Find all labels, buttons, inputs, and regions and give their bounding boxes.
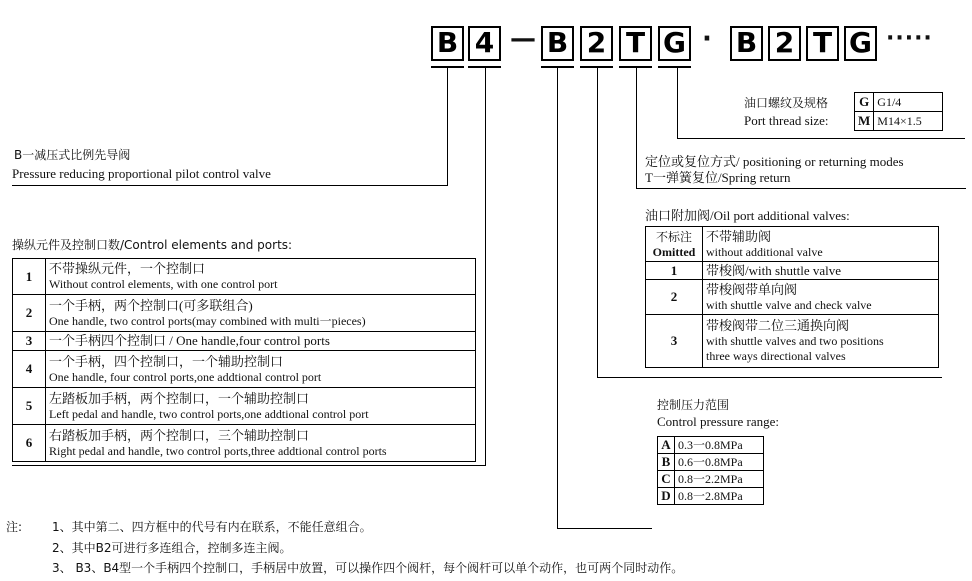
leader-b-horizontal xyxy=(12,185,448,186)
pressure-table xyxy=(657,436,764,505)
oil-port-cn: 带梭阀带单向阀 xyxy=(706,281,798,297)
leader-g-horizontal xyxy=(677,138,965,139)
control-row xyxy=(13,332,476,351)
oil-port-en2: three ways directional valves xyxy=(706,349,846,363)
oil-port-row xyxy=(646,262,939,280)
notes-label: 注: xyxy=(6,520,23,534)
pressure-row xyxy=(658,437,764,454)
code-box-2: 4 xyxy=(468,26,501,61)
oil-port-code2: Omitted xyxy=(652,244,696,259)
pressure-code: B xyxy=(658,454,675,471)
thread-cn: 油口螺纹及规格 xyxy=(744,96,829,110)
code-box-4: 2 xyxy=(580,26,613,61)
oil-port-row xyxy=(646,315,939,368)
oil-port-code: 2 xyxy=(646,280,703,315)
code-box-10: G xyxy=(844,26,877,61)
control-en: Left pedal and handle, two control ports,one addtional control port xyxy=(49,406,369,421)
oil-port-en: with shuttle valve and check valve xyxy=(706,297,872,312)
pressure-row xyxy=(658,454,764,471)
leader-4-vertical xyxy=(485,67,486,466)
thread-table xyxy=(854,92,943,131)
underline-g xyxy=(658,66,691,68)
control-en: Right pedal and handle, two control ports,three addtional control ports xyxy=(49,443,387,458)
leader-b-vertical xyxy=(447,67,448,185)
control-row xyxy=(13,425,476,462)
thread-row xyxy=(855,112,943,131)
code-ellipsis: ····· xyxy=(886,26,933,51)
code-box-7: B xyxy=(730,26,763,61)
leader-b2-vertical xyxy=(557,67,558,529)
code-box-6: G xyxy=(658,26,691,61)
oil-port-row xyxy=(646,227,939,262)
control-num: 3 xyxy=(13,332,46,351)
oil-port-code: 不标注 xyxy=(655,229,692,244)
thread-row xyxy=(855,93,943,112)
b-label-cn: B一减压式比例先导阀 xyxy=(14,148,131,162)
pressure-code: D xyxy=(658,488,675,505)
leader-2-vertical xyxy=(597,67,598,377)
control-cn: 不带操纵元件，一个控制口 xyxy=(49,261,206,276)
oil-port-row xyxy=(646,280,939,315)
oil-port-code: 1 xyxy=(646,262,703,280)
thread-code: M xyxy=(855,112,874,131)
pressure-code: A xyxy=(658,437,675,454)
control-cn: 左踏板加手柄，两个控制口，一个辅助控制口 xyxy=(49,390,310,406)
control-title: 操纵元件及控制口数/Control elements and ports: xyxy=(12,238,293,252)
leader-4-horizontal xyxy=(12,465,486,466)
oil-port-en: without additional valve xyxy=(706,244,823,259)
code-box-5: T xyxy=(619,26,652,61)
positioning-line2: T一弹簧复位/Spring return xyxy=(645,170,791,185)
control-cn: 一个手柄，两个控制口(可多联组合) xyxy=(49,297,253,313)
control-num: 5 xyxy=(13,388,46,425)
code-box-1: B xyxy=(431,26,464,61)
oil-port-title: 油口附加阀/Oil port additional valves: xyxy=(645,208,850,223)
control-cn: 一个手柄四个控制口 / One handle,four control ports xyxy=(49,333,330,348)
control-en: One handle, four control ports,one addtional control port xyxy=(49,369,322,384)
control-row xyxy=(13,351,476,388)
thread-value: G1/4 xyxy=(874,93,943,112)
thread-code: G xyxy=(855,93,874,112)
code-dot: · xyxy=(702,24,712,54)
positioning-line1: 定位或复位方式/ positioning or returning modes xyxy=(645,154,904,169)
pressure-value: 0.6一0.8MPa xyxy=(675,454,764,471)
oil-port-table xyxy=(645,226,939,368)
pressure-en: Control pressure range: xyxy=(657,414,780,429)
code-dash: — xyxy=(510,24,536,54)
control-en: Without control elements, with one control port xyxy=(49,277,278,291)
control-num: 4 xyxy=(13,351,46,388)
code-box-9: T xyxy=(806,26,839,61)
thread-en: Port thread size: xyxy=(744,113,829,128)
control-row xyxy=(13,388,476,425)
pressure-value: 0.3一0.8MPa xyxy=(675,437,764,454)
code-box-8: 2 xyxy=(768,26,801,61)
pressure-cn: 控制压力范围 xyxy=(657,398,730,412)
note-item-3: 3、 B3、B4型一个手柄四个控制口，手柄居中放置，可以操作四个阀杆，每个阀杆可以单个动作，也可两个同时动作。 xyxy=(52,561,684,575)
control-num: 2 xyxy=(13,295,46,332)
control-table xyxy=(12,258,476,462)
oil-port-cn: 带梭阀/with shuttle valve xyxy=(706,262,842,278)
leader-b2-horizontal xyxy=(557,528,652,529)
pressure-value: 0.8一2.2MPa xyxy=(675,471,764,488)
leader-t-horizontal xyxy=(636,188,966,189)
oil-port-cn: 不带辅助阀 xyxy=(706,228,772,244)
pressure-code: C xyxy=(658,471,675,488)
b-label-en: Pressure reducing proportional pilot control valve xyxy=(12,166,271,181)
leader-2-horizontal xyxy=(597,377,942,378)
oil-port-code: 3 xyxy=(646,315,703,368)
control-en: One handle, two control ports(may combined with multi一pieces) xyxy=(49,313,366,328)
control-row xyxy=(13,295,476,332)
pressure-row xyxy=(658,488,764,505)
leader-t-vertical xyxy=(636,67,637,188)
control-num: 1 xyxy=(13,259,46,295)
control-cn: 一个手柄，四个控制口，一个辅助控制口 xyxy=(49,353,284,369)
pressure-value: 0.8一2.8MPa xyxy=(675,488,764,505)
code-box-3: B xyxy=(541,26,574,61)
pressure-row xyxy=(658,471,764,488)
control-num: 6 xyxy=(13,425,46,462)
control-row xyxy=(13,259,476,295)
leader-g-vertical xyxy=(677,67,678,138)
oil-port-cn: 带梭阀带二位三通换向阀 xyxy=(706,318,850,333)
oil-port-en: with shuttle valves and two positions xyxy=(706,334,884,348)
note-item-2: 2、其中B2可进行多连组合，控制多连主阀。 xyxy=(52,541,292,555)
control-cn: 右踏板加手柄，两个控制口，三个辅助控制口 xyxy=(49,427,310,443)
thread-value: M14×1.5 xyxy=(874,112,943,131)
note-item-1: 1、其中第二、四方框中的代号有内在联系，不能任意组合。 xyxy=(52,520,372,534)
